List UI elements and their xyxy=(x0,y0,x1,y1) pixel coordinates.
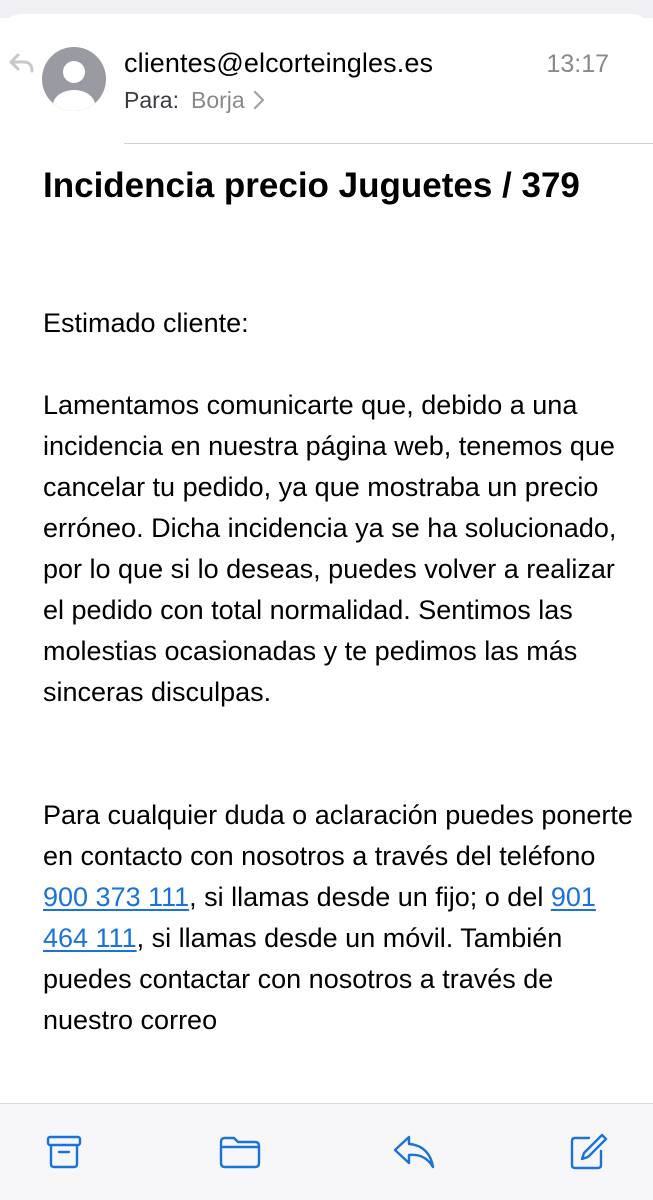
message-body xyxy=(43,303,633,1041)
sender-avatar[interactable] xyxy=(42,47,106,111)
folder-icon xyxy=(218,1134,262,1170)
reply-arrow-icon xyxy=(392,1133,436,1171)
contact-text-3: , si llamas desde un móvil. También puedes contactar con nosotros a través de nuestro correo xyxy=(43,923,563,1035)
sender-address[interactable]: clientes@elcorteingles.es xyxy=(124,48,434,78)
chevron-right-icon xyxy=(253,90,265,110)
contact-paragraph xyxy=(43,795,633,1041)
message-time: 13:17 xyxy=(546,50,609,78)
recipient-row[interactable] xyxy=(124,84,265,116)
move-to-folder-button[interactable] xyxy=(218,1132,262,1172)
phone-link-mobile[interactable]: 901 464 111 xyxy=(43,882,596,953)
reply-button[interactable] xyxy=(392,1132,436,1172)
phone-link-landline[interactable]: 900 373 111 xyxy=(43,882,190,912)
compose-icon xyxy=(567,1132,609,1172)
person-icon xyxy=(42,47,106,111)
message-subject: Incidencia precio Juguetes / 379 xyxy=(43,166,580,205)
archive-button[interactable] xyxy=(42,1132,86,1172)
main-paragraph: Lamentamos comunicarte que, debido a una incidencia en nuestra página web, tenemos que cancelar tu pedido, ya que mostraba un precio erróneo. Dicha incidencia ya se ha solucionado, por lo que si lo deseas, puedes volver a realizar el pedido con total normalidad. Sentimos las molestias ocasionadas y te pedimos las más sinceras disculpas. xyxy=(43,390,617,707)
archive-box-icon xyxy=(44,1133,84,1171)
bottom-toolbar xyxy=(0,1103,653,1200)
header-divider xyxy=(124,143,653,144)
to-label: Para: xyxy=(124,86,179,113)
replied-indicator-icon xyxy=(8,52,36,74)
compose-button[interactable] xyxy=(566,1132,610,1172)
contact-text-2: , si llamas desde un fijo; o del xyxy=(189,882,551,912)
contact-text-1: Para cualquier duda o aclaración puedes ponerte en contacto con nosotros a través del teléfono xyxy=(43,800,633,871)
greeting-paragraph: Estimado cliente: xyxy=(43,308,249,338)
recipient-name[interactable]: Borja xyxy=(190,86,245,113)
